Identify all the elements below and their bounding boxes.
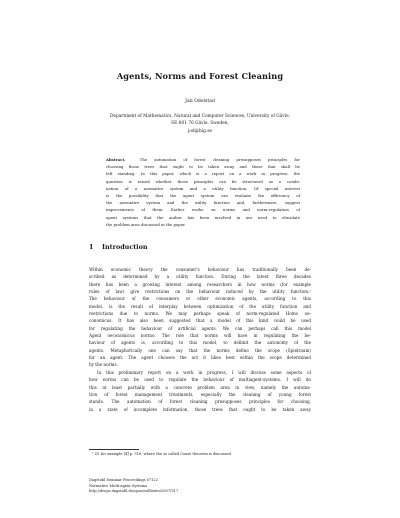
proceedings-series: Dagstuhl Seminar Proceedings 07122 (89, 478, 159, 482)
body-line: scribed as determined by a utility function. During the latest three decades (89, 274, 311, 280)
proceedings-title: Normative Multi-agent Systems (89, 483, 148, 488)
affiliation-address: SE-801 76 Gävle, Sweden, (171, 121, 229, 127)
paper-title: Agents, Norms and Forest Cleaning (116, 71, 284, 81)
footnote: ¹ Cf. for example [4] p. 518, where the so called Coase theorem is discussed. (92, 452, 232, 456)
affiliation-email: jod@hig.se (188, 128, 212, 134)
section-heading (89, 243, 148, 251)
body-line: The behaviour of the consumers or other economic agents, according to this (89, 296, 311, 302)
body-line: agents. Metaphorically one can say that the norms define the scope (Spielraum) (89, 347, 311, 353)
body-line: In this preliminary report on a work in progress, I will discuss some aspects of (97, 369, 311, 375)
abstract-line: is the possibility that the agent system can evaluate the efficiency of (106, 193, 300, 199)
abstract-line: improvements of them. Earlier works on norms and norm-regulation of (106, 207, 300, 213)
body-line: Within economic theory the consumer's behaviour has traditionally been de- (89, 267, 311, 272)
proceedings-info (89, 478, 178, 495)
abstract (106, 156, 300, 228)
abstract-line: nation of a normative system and a utility function. Of special interest (106, 185, 300, 191)
body-line: restrictions due to norms. We may perhaps speak of norm-regulated Homo oe- (89, 311, 311, 317)
body-line: this at least partially with a concrete problem area in view, namely the automa- (89, 384, 311, 390)
body-line: for an agent. The agent chooses the act it likes best within the scope determined (89, 355, 311, 361)
body-line: conomicus. It has also been suggested that a model of this kind could be used (89, 318, 311, 324)
introduction-body (89, 266, 311, 413)
body-line: Agent oeconomicus normo. The role that norms will have in regulating the be- (89, 333, 311, 339)
footnote-rule (89, 449, 139, 450)
abstract-line: left standing. In this paper, which is a report on a work in progress, the (106, 171, 300, 177)
body-line: by the norms. (89, 362, 118, 368)
abstract-line: the problem area discussed in the paper. (106, 221, 186, 227)
abstract-line: question is raised whether those principles can be structured as a combi- (106, 178, 300, 184)
abstract-line: the normative system and the utility function and, furthermore, suggest (106, 200, 300, 206)
affiliation-department: Department of Mathematics, Natural and Computer Sciences, University of Gävle, (109, 114, 290, 119)
body-line: for regulating the behaviour of artificial agents. We can perhaps call this model (89, 325, 311, 331)
abstract-line: Abstract. The automation of forest cleaning presupposes principles for (106, 157, 300, 162)
section-number: 1 (89, 243, 94, 251)
proceedings-url: http://drops.dagstuhl.de/opus/volltexte/2007/917 (89, 489, 179, 494)
abstract-line: choosing those trees that ought to be taken away and those that shall be (106, 164, 300, 170)
body-line: how norms can be used to regulate the behaviour of multiagent-systems. I will do (89, 377, 311, 383)
body-line: model, is the result of interplay between optimization of the utility function and (89, 303, 311, 309)
abstract-line: agent systems that the author has been involved in are used to elucidate (106, 214, 300, 220)
section-title: Introduction (102, 243, 148, 251)
abstract-label: Abstract. (106, 157, 126, 162)
body-line: tion of forest management treatments, especially the cleaning of young forest (89, 391, 311, 397)
body-line: in a state of incomplete information, those trees that ought to be taken away (89, 406, 311, 412)
body-line: haviour of agents is, according to this model, to delimit the autonomy of the (89, 340, 311, 346)
body-line: stands. The automation of forest cleaning presupposes principles for choosing, (89, 399, 311, 405)
author-affiliation (0, 113, 400, 135)
body-line: rules of law) give restrictions on the behaviour induced by the utility function.¹ (89, 289, 311, 295)
body-line: there has been a growing interest among researchers in how norms (for example (89, 281, 311, 287)
author-name: Jan Odelstad (185, 99, 215, 104)
